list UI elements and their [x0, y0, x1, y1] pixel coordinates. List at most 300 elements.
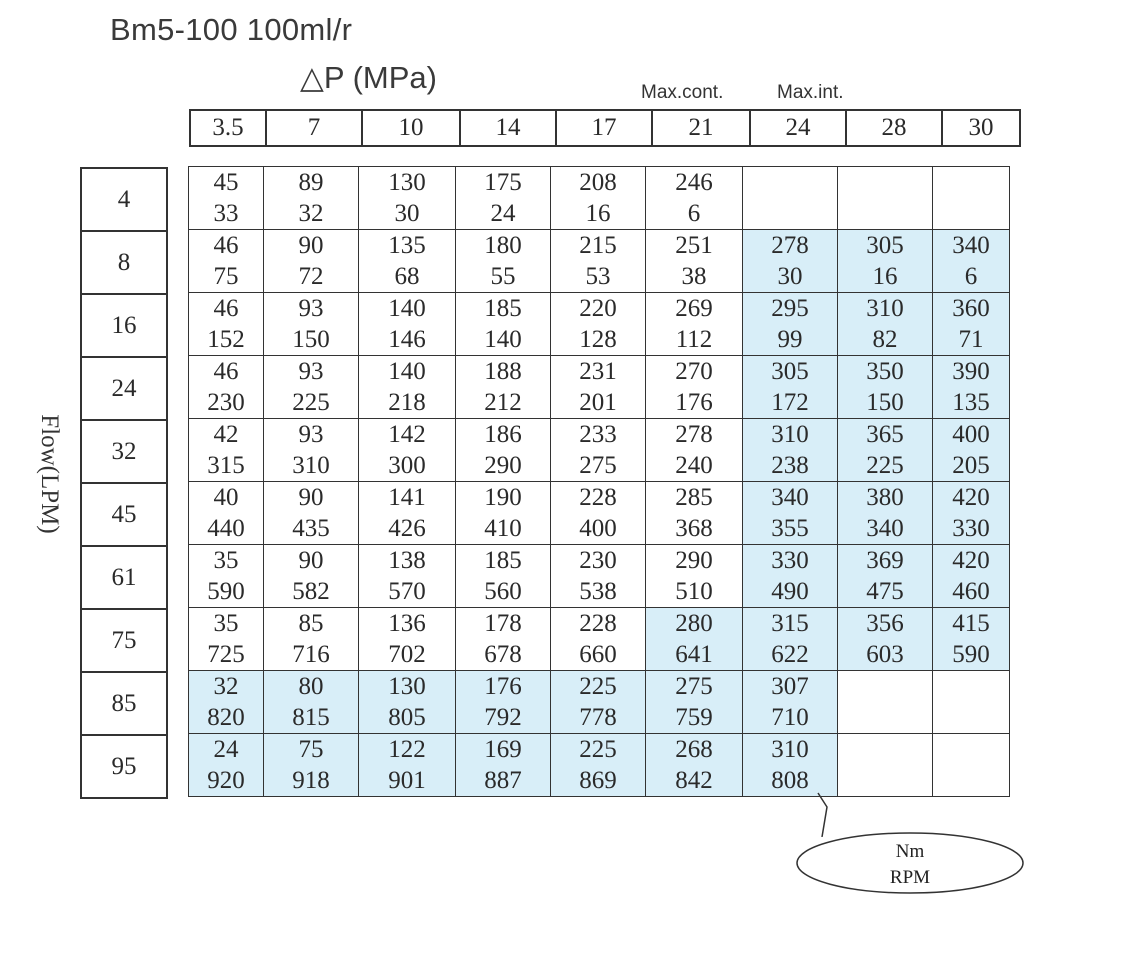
torque-value: 280 — [675, 610, 713, 637]
table-cell — [646, 419, 743, 482]
table-cell — [933, 608, 1010, 671]
table-cell — [933, 230, 1010, 293]
table-row — [189, 167, 1010, 230]
torque-value: 380 — [866, 484, 904, 511]
table-cell — [838, 293, 933, 356]
flow-row — [81, 357, 167, 420]
table-cell — [743, 608, 838, 671]
table-row — [189, 356, 1010, 419]
speed-value: 815 — [292, 704, 330, 731]
speed-value: 310 — [292, 452, 330, 479]
table-row — [189, 671, 1010, 734]
table-cell — [551, 671, 646, 734]
speed-value: 368 — [675, 515, 713, 542]
torque-value: 350 — [866, 358, 904, 385]
table-row — [189, 419, 1010, 482]
table-cell — [838, 608, 933, 671]
table-cell — [551, 230, 646, 293]
speed-value: 30 — [394, 200, 420, 227]
torque-value: 420 — [952, 547, 990, 574]
speed-value: 725 — [207, 641, 245, 668]
speed-value: 172 — [771, 389, 809, 416]
table-cell — [838, 356, 933, 419]
speed-value: 490 — [771, 578, 809, 605]
table-cell — [359, 230, 456, 293]
table-cell — [838, 167, 933, 230]
table-cell — [264, 230, 359, 293]
torque-value: 340 — [952, 232, 990, 259]
max-int-label: Max.int. — [777, 82, 844, 103]
flow-row — [81, 420, 167, 483]
table-cell — [743, 545, 838, 608]
table-cell — [933, 356, 1010, 419]
torque-value: 178 — [484, 610, 522, 637]
torque-value: 141 — [388, 484, 426, 511]
torque-value: 186 — [484, 421, 522, 448]
speed-value: 440 — [207, 515, 245, 542]
torque-value: 268 — [675, 736, 713, 763]
table-cell — [646, 230, 743, 293]
pressure-header-row — [190, 110, 1020, 146]
speed-value: 112 — [675, 326, 713, 353]
table-cell — [359, 545, 456, 608]
flow-cell: 95 — [81, 735, 167, 798]
table-cell — [933, 293, 1010, 356]
torque-value: 136 — [388, 610, 426, 637]
table-cell — [189, 545, 264, 608]
flow-cell: 45 — [81, 483, 167, 546]
table-cell — [359, 293, 456, 356]
table-row — [189, 545, 1010, 608]
table-cell — [189, 482, 264, 545]
speed-value: 918 — [292, 767, 330, 794]
torque-value: 415 — [952, 610, 990, 637]
torque-value: 93 — [298, 421, 324, 448]
speed-value: 176 — [675, 389, 713, 416]
torque-value: 305 — [866, 232, 904, 259]
torque-value: 225 — [579, 736, 617, 763]
speed-value: 33 — [213, 200, 239, 227]
table-cell — [189, 167, 264, 230]
table-cell — [264, 419, 359, 482]
pressure-header-cell: 3.5 — [190, 110, 266, 146]
table-cell — [933, 167, 1010, 230]
speed-value: 38 — [681, 263, 707, 290]
table-cell — [551, 293, 646, 356]
torque-value: 135 — [388, 232, 426, 259]
speed-value: 340 — [866, 515, 904, 542]
table-cell — [838, 482, 933, 545]
speed-value: 510 — [675, 578, 713, 605]
speed-value: 72 — [298, 263, 324, 290]
flow-cell: 75 — [81, 609, 167, 672]
table-cell — [456, 608, 551, 671]
table-cell — [189, 293, 264, 356]
table-cell — [264, 608, 359, 671]
speed-value: 24 — [490, 200, 516, 227]
flow-row — [81, 735, 167, 798]
speed-value: 225 — [866, 452, 904, 479]
torque-speed-table — [188, 166, 1010, 797]
torque-value: 122 — [388, 736, 426, 763]
table-cell — [646, 293, 743, 356]
speed-value: 538 — [579, 578, 617, 605]
speed-value: 218 — [388, 389, 426, 416]
speed-value: 205 — [952, 452, 990, 479]
table-cell — [456, 230, 551, 293]
flow-cell: 24 — [81, 357, 167, 420]
torque-value: 305 — [771, 358, 809, 385]
table-cell — [359, 734, 456, 797]
torque-value: 251 — [675, 232, 713, 259]
table-cell — [189, 734, 264, 797]
speed-value: 778 — [579, 704, 617, 731]
speed-value: 201 — [579, 389, 617, 416]
table-cell — [646, 734, 743, 797]
speed-value: 582 — [292, 578, 330, 605]
table-cell — [743, 419, 838, 482]
pressure-header-cell: 28 — [846, 110, 942, 146]
speed-value: 603 — [866, 641, 904, 668]
torque-value: 269 — [675, 295, 713, 322]
torque-value: 315 — [771, 610, 809, 637]
speed-value: 820 — [207, 704, 245, 731]
table-cell — [456, 734, 551, 797]
torque-value: 90 — [298, 232, 324, 259]
torque-value: 369 — [866, 547, 904, 574]
torque-value: 365 — [866, 421, 904, 448]
speed-value: 16 — [872, 263, 898, 290]
speed-value: 238 — [771, 452, 809, 479]
callout-rpm-text: RPM — [889, 867, 931, 888]
table-cell — [551, 545, 646, 608]
flow-row — [81, 483, 167, 546]
torque-value: 188 — [484, 358, 522, 385]
table-cell — [189, 608, 264, 671]
pressure-header-cell: 14 — [460, 110, 556, 146]
table-cell — [456, 356, 551, 419]
callout-nm-text: Nm — [895, 841, 925, 862]
speed-value: 30 — [777, 263, 803, 290]
torque-value: 89 — [298, 169, 324, 196]
pressure-axis-label: △P (MPa) — [300, 60, 437, 95]
speed-value: 759 — [675, 704, 713, 731]
speed-value: 300 — [388, 452, 426, 479]
flow-cell: 85 — [81, 672, 167, 735]
speed-value: 570 — [388, 578, 426, 605]
speed-value: 135 — [952, 389, 990, 416]
table-row — [189, 293, 1010, 356]
torque-value: 80 — [298, 673, 324, 700]
speed-value: 920 — [207, 767, 245, 794]
speed-value: 678 — [484, 641, 522, 668]
torque-value: 32 — [213, 673, 239, 700]
torque-value: 90 — [298, 547, 324, 574]
torque-value: 228 — [579, 610, 617, 637]
table-cell — [933, 482, 1010, 545]
speed-value: 225 — [292, 389, 330, 416]
table-cell — [551, 167, 646, 230]
speed-value: 55 — [490, 263, 516, 290]
torque-value: 75 — [298, 736, 324, 763]
speed-value: 53 — [585, 263, 611, 290]
torque-value: 310 — [866, 295, 904, 322]
speed-value: 590 — [207, 578, 245, 605]
speed-value: 290 — [484, 452, 522, 479]
table-cell — [933, 545, 1010, 608]
table-cell — [456, 293, 551, 356]
flow-cell: 61 — [81, 546, 167, 609]
speed-value: 6 — [964, 263, 978, 290]
torque-value: 190 — [484, 484, 522, 511]
speed-value: 660 — [579, 641, 617, 668]
torque-value: 225 — [579, 673, 617, 700]
torque-value: 360 — [952, 295, 990, 322]
flow-column-table — [80, 167, 168, 799]
speed-value: 475 — [866, 578, 904, 605]
table-cell — [264, 671, 359, 734]
speed-value: 710 — [771, 704, 809, 731]
torque-value: 290 — [675, 547, 713, 574]
speed-value: 460 — [952, 578, 990, 605]
flow-axis-label: Flow(LPM) — [36, 414, 63, 534]
torque-value: 233 — [579, 421, 617, 448]
speed-value: 355 — [771, 515, 809, 542]
pressure-header-cell: 7 — [266, 110, 362, 146]
table-cell — [646, 608, 743, 671]
speed-value: 842 — [675, 767, 713, 794]
flow-cell: 32 — [81, 420, 167, 483]
table-cell — [743, 167, 838, 230]
torque-value: 140 — [388, 358, 426, 385]
table-cell — [646, 545, 743, 608]
torque-value: 176 — [484, 673, 522, 700]
table-cell — [359, 167, 456, 230]
torque-value: 270 — [675, 358, 713, 385]
torque-value: 93 — [298, 358, 324, 385]
speed-value: 901 — [388, 767, 426, 794]
torque-value: 46 — [213, 232, 239, 259]
table-cell — [189, 419, 264, 482]
flow-cell: 16 — [81, 294, 167, 357]
table-cell — [189, 356, 264, 419]
table-cell — [646, 356, 743, 419]
torque-value: 390 — [952, 358, 990, 385]
table-cell — [456, 167, 551, 230]
table-cell — [551, 608, 646, 671]
speed-value: 230 — [207, 389, 245, 416]
torque-value: 285 — [675, 484, 713, 511]
torque-value: 220 — [579, 295, 617, 322]
table-cell — [189, 230, 264, 293]
torque-value: 85 — [298, 610, 324, 637]
torque-value: 228 — [579, 484, 617, 511]
speed-value: 808 — [771, 767, 809, 794]
torque-value: 35 — [213, 610, 239, 637]
table-cell — [838, 671, 933, 734]
torque-value: 42 — [213, 421, 239, 448]
torque-value: 230 — [579, 547, 617, 574]
torque-value: 185 — [484, 547, 522, 574]
pressure-header-cell: 17 — [556, 110, 652, 146]
torque-value: 185 — [484, 295, 522, 322]
speed-value: 641 — [675, 641, 713, 668]
torque-value: 215 — [579, 232, 617, 259]
torque-value: 93 — [298, 295, 324, 322]
speed-value: 702 — [388, 641, 426, 668]
torque-value: 310 — [771, 421, 809, 448]
torque-value: 130 — [388, 169, 426, 196]
table-cell — [551, 734, 646, 797]
table-cell — [456, 671, 551, 734]
flow-row — [81, 168, 167, 231]
table-cell — [359, 671, 456, 734]
torque-value: 180 — [484, 232, 522, 259]
speed-value: 869 — [579, 767, 617, 794]
speed-value: 805 — [388, 704, 426, 731]
table-cell — [456, 419, 551, 482]
torque-value: 24 — [213, 736, 239, 763]
speed-value: 71 — [958, 326, 984, 353]
speed-value: 410 — [484, 515, 522, 542]
speed-value: 82 — [872, 326, 898, 353]
table-cell — [264, 356, 359, 419]
torque-value: 142 — [388, 421, 426, 448]
torque-value: 45 — [213, 169, 239, 196]
speed-value: 128 — [579, 326, 617, 353]
torque-value: 295 — [771, 295, 809, 322]
table-cell — [456, 545, 551, 608]
table-cell — [264, 293, 359, 356]
pressure-header-cell: 10 — [362, 110, 460, 146]
speed-value: 590 — [952, 641, 990, 668]
torque-value: 231 — [579, 358, 617, 385]
torque-value: 208 — [579, 169, 617, 196]
page-title: Bm5-100 100ml/r — [110, 12, 353, 47]
table-cell — [743, 671, 838, 734]
table-cell — [359, 419, 456, 482]
table-row — [189, 230, 1010, 293]
torque-value: 169 — [484, 736, 522, 763]
speed-value: 16 — [585, 200, 611, 227]
torque-value: 278 — [675, 421, 713, 448]
flow-row — [81, 231, 167, 294]
table-cell — [456, 482, 551, 545]
torque-value: 175 — [484, 169, 522, 196]
torque-value: 340 — [771, 484, 809, 511]
torque-value: 140 — [388, 295, 426, 322]
table-cell — [264, 545, 359, 608]
max-cont-label: Max.cont. — [641, 82, 724, 103]
table-cell — [359, 482, 456, 545]
table-cell — [264, 482, 359, 545]
flow-row — [81, 294, 167, 357]
speed-value: 150 — [866, 389, 904, 416]
torque-value: 420 — [952, 484, 990, 511]
torque-value: 40 — [213, 484, 239, 511]
table-cell — [264, 167, 359, 230]
speed-value: 400 — [579, 515, 617, 542]
pressure-header-cell: 30 — [942, 110, 1020, 146]
speed-value: 275 — [579, 452, 617, 479]
torque-value: 46 — [213, 295, 239, 322]
speed-value: 716 — [292, 641, 330, 668]
torque-value: 46 — [213, 358, 239, 385]
table-cell — [838, 419, 933, 482]
speed-value: 560 — [484, 578, 522, 605]
speed-value: 140 — [484, 326, 522, 353]
table-cell — [743, 482, 838, 545]
speed-value: 426 — [388, 515, 426, 542]
table-cell — [551, 419, 646, 482]
torque-value: 246 — [675, 169, 713, 196]
torque-value: 275 — [675, 673, 713, 700]
table-cell — [743, 230, 838, 293]
speed-value: 6 — [687, 200, 701, 227]
torque-value: 356 — [866, 610, 904, 637]
torque-value: 330 — [771, 547, 809, 574]
speed-value: 240 — [675, 452, 713, 479]
speed-value: 792 — [484, 704, 522, 731]
table-cell — [743, 293, 838, 356]
speed-value: 887 — [484, 767, 522, 794]
torque-value: 278 — [771, 232, 809, 259]
speed-value: 435 — [292, 515, 330, 542]
flow-cell: 4 — [81, 168, 167, 231]
torque-value: 130 — [388, 673, 426, 700]
speed-value: 622 — [771, 641, 809, 668]
pressure-header-table — [189, 109, 1021, 147]
flow-row — [81, 546, 167, 609]
speed-value: 99 — [777, 326, 803, 353]
table-cell — [838, 230, 933, 293]
flow-row — [81, 609, 167, 672]
torque-value: 35 — [213, 547, 239, 574]
speed-value: 146 — [388, 326, 426, 353]
table-cell — [933, 419, 1010, 482]
flow-cell: 8 — [81, 231, 167, 294]
table-cell — [359, 356, 456, 419]
table-cell — [646, 671, 743, 734]
table-cell — [551, 482, 646, 545]
speed-value: 150 — [292, 326, 330, 353]
table-cell — [359, 608, 456, 671]
torque-value: 400 — [952, 421, 990, 448]
speed-value: 315 — [207, 452, 245, 479]
table-cell — [743, 356, 838, 419]
flow-row — [81, 672, 167, 735]
speed-value: 212 — [484, 389, 522, 416]
speed-value: 68 — [394, 263, 420, 290]
table-cell — [551, 356, 646, 419]
table-row — [189, 482, 1010, 545]
pressure-header-cell: 24 — [750, 110, 846, 146]
table-cell — [646, 482, 743, 545]
speed-value: 330 — [952, 515, 990, 542]
table-cell — [189, 671, 264, 734]
speed-value: 75 — [213, 263, 239, 290]
torque-value: 138 — [388, 547, 426, 574]
torque-value: 307 — [771, 673, 809, 700]
table-cell — [264, 734, 359, 797]
table-row — [189, 608, 1010, 671]
table-cell — [933, 671, 1010, 734]
torque-value: 90 — [298, 484, 324, 511]
pressure-header-cell: 21 — [652, 110, 750, 146]
torque-value: 310 — [771, 736, 809, 763]
speed-value: 32 — [298, 200, 324, 227]
table-cell — [646, 167, 743, 230]
